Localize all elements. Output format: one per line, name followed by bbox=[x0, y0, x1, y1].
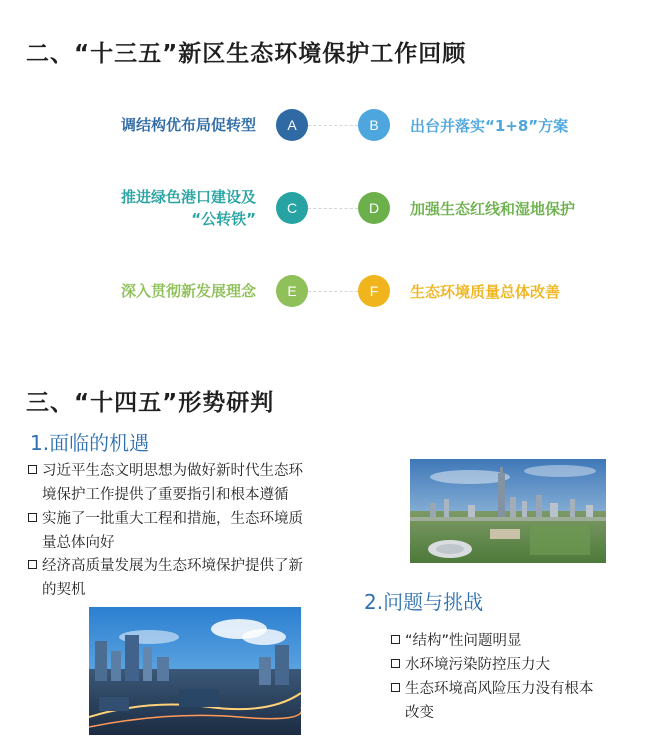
item-c-label bbox=[121, 188, 256, 228]
item-b-badge: B bbox=[358, 109, 390, 141]
item-e-badge: E bbox=[276, 275, 308, 307]
challenge-1-line1: “结构”性问题明显 bbox=[405, 633, 522, 649]
opportunity-3-line1: 经济高质量发展为生态环境保护提供了新 bbox=[42, 558, 303, 574]
item-c-label-line1: 推进绿色港口建设及 bbox=[120, 188, 256, 206]
opportunities-title: 1.面临的机遇 bbox=[30, 431, 150, 455]
opportunity-bullet-3 bbox=[28, 554, 348, 602]
review-row-2 bbox=[0, 188, 651, 228]
opportunity-2-line1: 实施了一批重大工程和措施，生态环境质 bbox=[42, 511, 303, 527]
checkbox-icon bbox=[28, 560, 37, 569]
item-c-badge: C bbox=[276, 192, 308, 224]
challenges-title: 2.问题与挑战 bbox=[364, 590, 484, 614]
section2-title: 二、“十三五”新区生态环境保护工作回顾 bbox=[26, 41, 467, 67]
challenge-3-line2: 改变 bbox=[405, 705, 434, 721]
review-row-1 bbox=[0, 105, 651, 145]
challenge-2-line1: 水环境污染防控压力大 bbox=[405, 657, 550, 673]
connector bbox=[308, 208, 358, 209]
opportunity-1-line2: 境保护工作提供了重要指引和根本遵循 bbox=[42, 487, 289, 503]
item-c-label-line2: “公转铁” bbox=[191, 210, 256, 228]
item-e-label: 深入贯彻新发展理念 bbox=[120, 282, 256, 300]
checkbox-icon bbox=[28, 465, 37, 474]
city-photo-2 bbox=[89, 607, 301, 735]
item-a-badge: A bbox=[276, 109, 308, 141]
item-f-badge: F bbox=[358, 275, 390, 307]
connector bbox=[308, 291, 358, 292]
opportunity-bullet-2 bbox=[28, 507, 348, 555]
challenge-bullet-3 bbox=[391, 677, 631, 725]
checkbox-icon bbox=[28, 513, 37, 522]
item-d-label: 加强生态红线和湿地保护 bbox=[410, 199, 576, 218]
challenge-bullet-2 bbox=[391, 653, 631, 677]
challenge-bullet-1 bbox=[391, 629, 631, 653]
item-f-label: 生态环境质量总体改善 bbox=[410, 282, 561, 301]
checkbox-icon bbox=[391, 683, 400, 692]
opportunity-bullet-1 bbox=[28, 459, 348, 507]
opportunity-3-line2: 的契机 bbox=[42, 582, 86, 598]
city-photo-1 bbox=[410, 459, 606, 563]
item-b-label: 出台并落实“1+8”方案 bbox=[410, 116, 569, 135]
opportunity-2-line2: 量总体向好 bbox=[42, 535, 115, 551]
opportunity-1-line1: 习近平生态文明思想为做好新时代生态环 bbox=[42, 463, 303, 479]
checkbox-icon bbox=[391, 635, 400, 644]
section3-title: 三、“十四五”形势研判 bbox=[26, 390, 275, 416]
item-d-badge: D bbox=[358, 192, 390, 224]
challenge-3-line1: 生态环境高风险压力没有根本 bbox=[405, 681, 594, 697]
connector bbox=[308, 125, 358, 126]
checkbox-icon bbox=[391, 659, 400, 668]
review-row-3 bbox=[0, 271, 651, 311]
item-a-label: 调结构优布局促转型 bbox=[120, 116, 256, 134]
